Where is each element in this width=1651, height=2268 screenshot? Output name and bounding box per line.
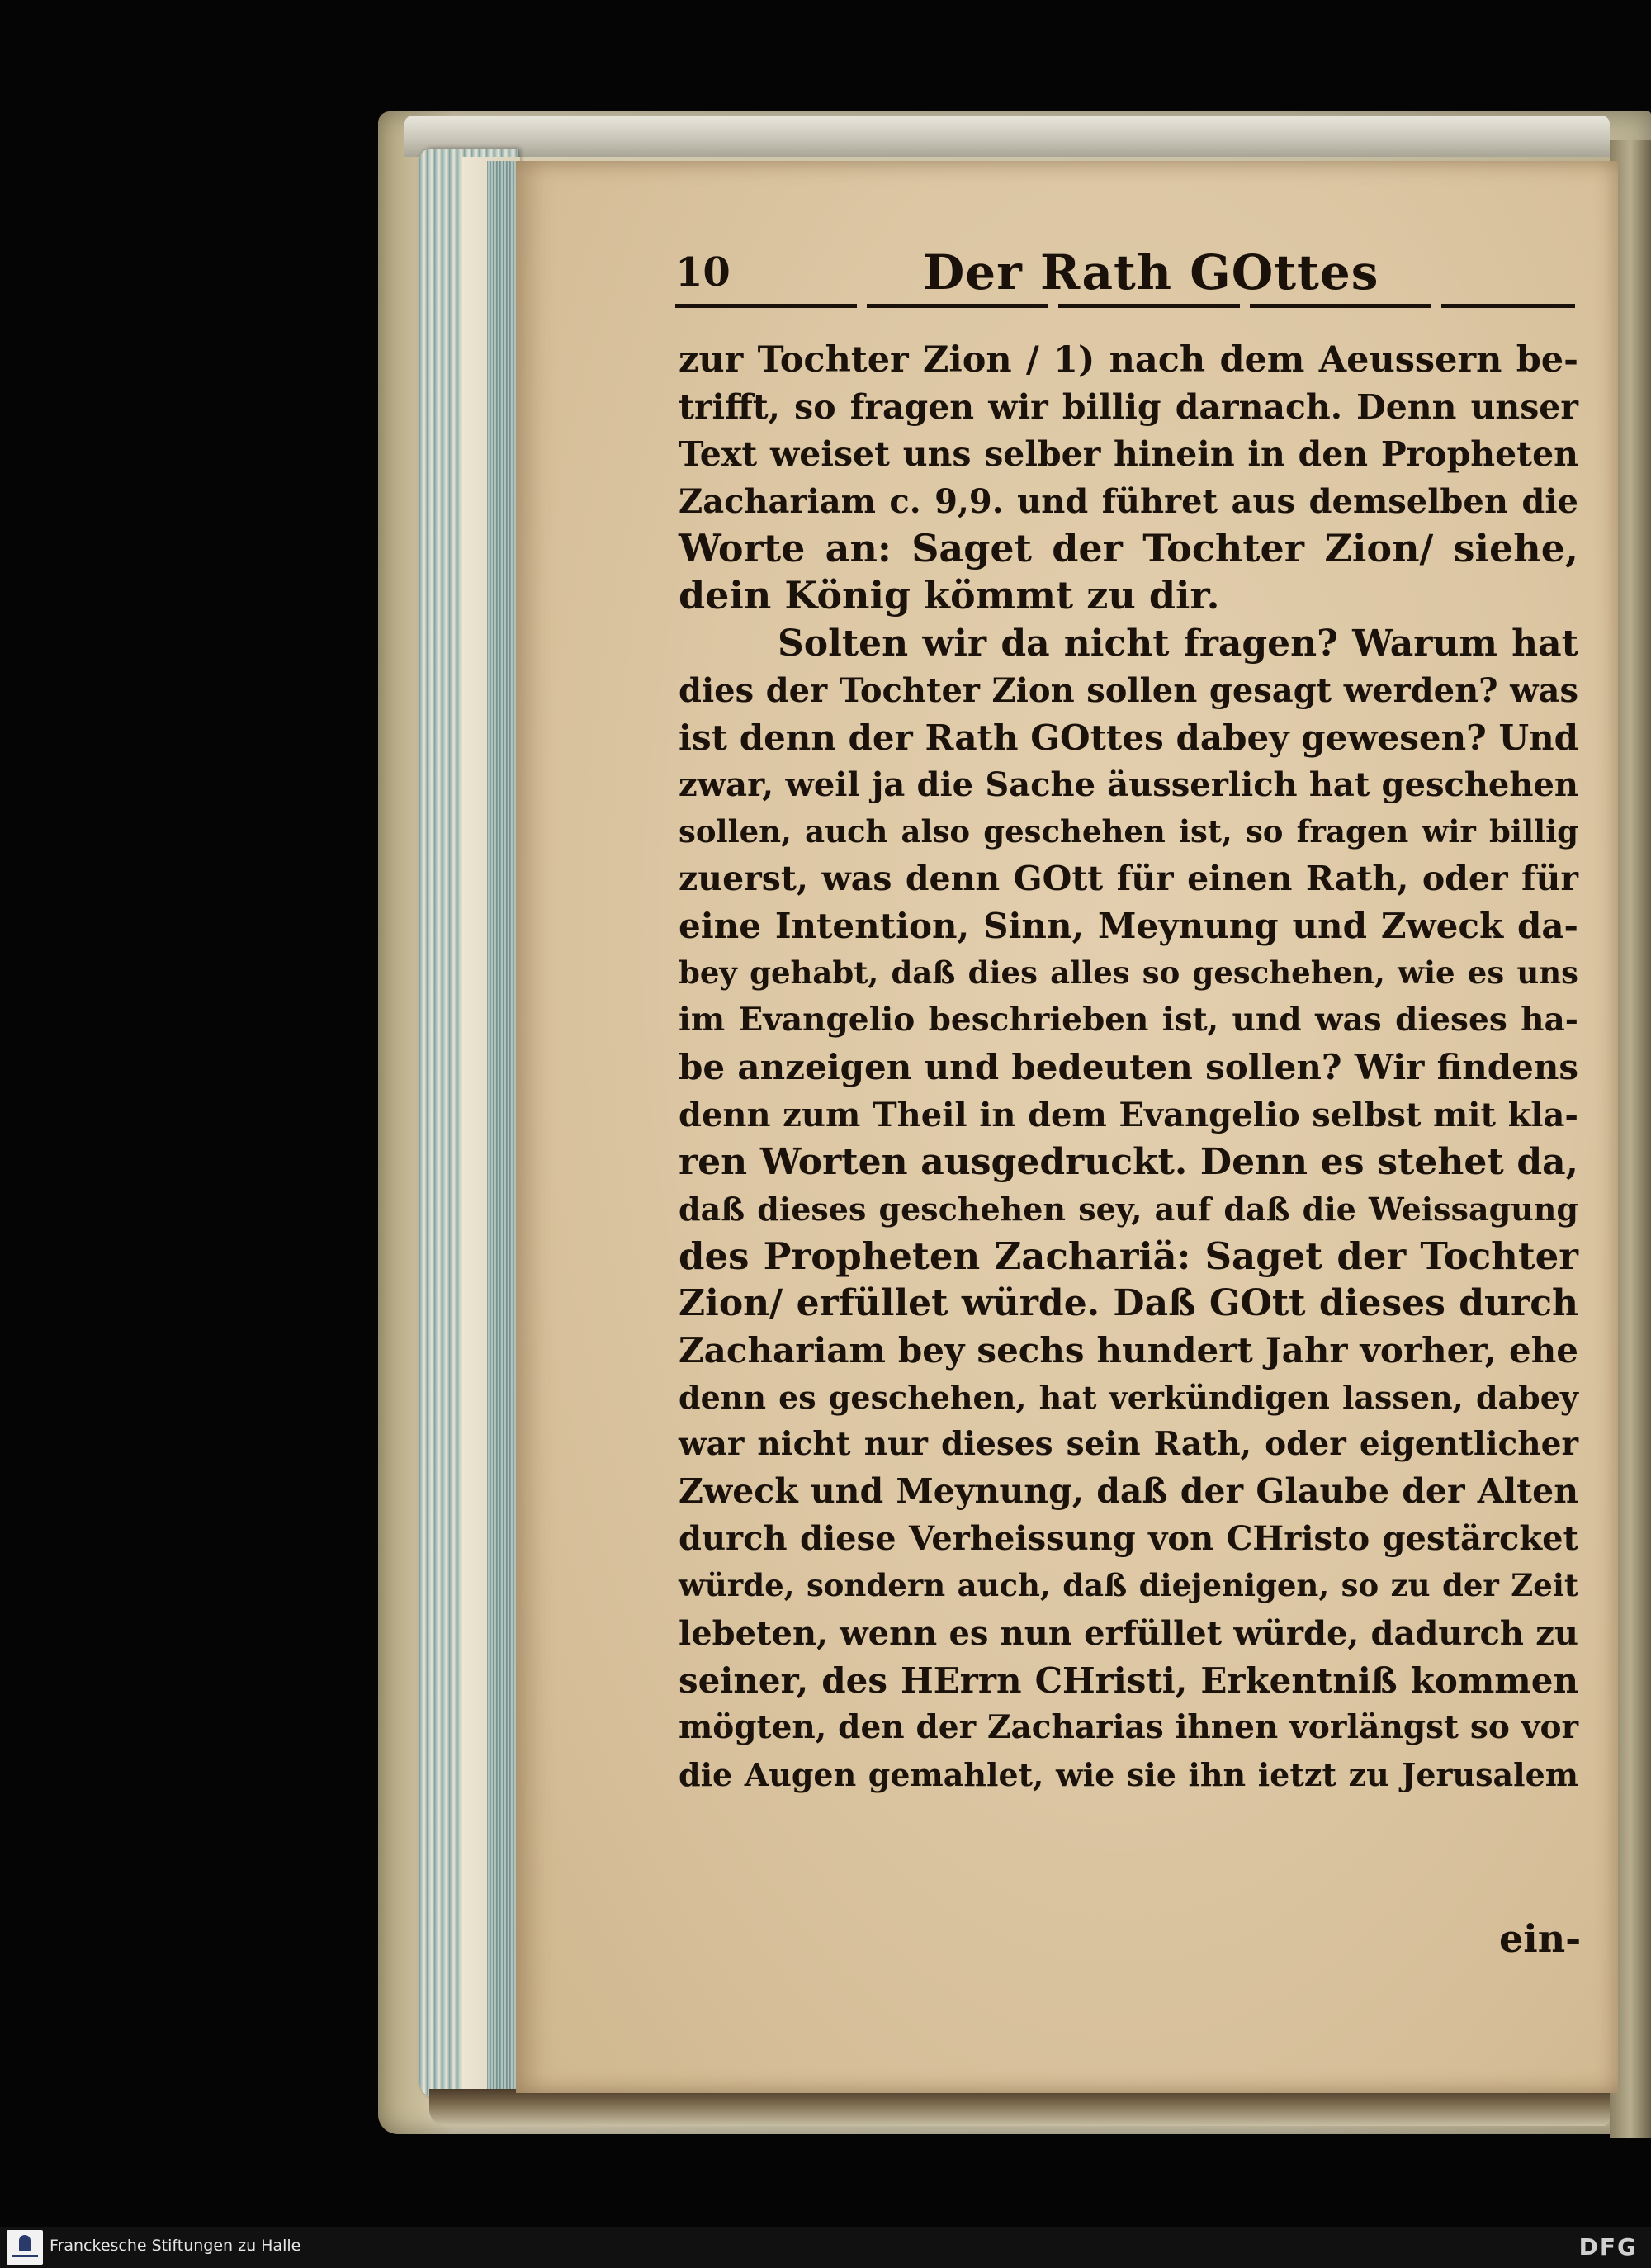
- page-number: 10: [675, 249, 731, 296]
- book-cover-top-edge: [404, 116, 1610, 157]
- book-bottom-edge: [429, 2089, 1610, 2126]
- viewer-footer: [0, 2227, 1651, 2268]
- text-line: bey gehabt, daß dies alles so geschehen, wie es uns: [679, 954, 1578, 992]
- text-line: denn zum Theil in dem Evangelio selbst mit kla-: [679, 1095, 1578, 1134]
- text-line: denn es geschehen, hat verkündigen lassen, dabey: [679, 1379, 1578, 1417]
- text-line: des Propheten Zachariä: Saget der Tochter: [679, 1233, 1578, 1278]
- text-line: be anzeigen und bedeuten sollen? Wir findens: [679, 1047, 1578, 1088]
- text-line: trifft, so fragen wir billig darnach. Denn unser: [679, 387, 1578, 428]
- running-head: Der Rath GOttes: [923, 244, 1379, 301]
- institution-label[interactable]: Franckesche Stiftungen zu Halle: [50, 2237, 301, 2255]
- catchword: ein-: [1499, 1916, 1582, 1961]
- text-line: mögten, den der Zacharias ihnen vorlängst so vor: [679, 1707, 1578, 1746]
- text-line: Text weiset uns selber hinein in den Propheten: [679, 434, 1578, 475]
- text-line: durch diese Verheissung von CHristo gestärcket: [679, 1519, 1578, 1559]
- text-line: Worte an: Saget der Tochter Zion/ siehe,: [679, 526, 1578, 571]
- text-line: seiner, des HErrn CHristi, Erkentniß kommen: [679, 1660, 1578, 1701]
- text-line: war nicht nur dieses sein Rath, oder eigentlicher: [679, 1425, 1578, 1464]
- text-line: eine Intention, Sinn, Meynung und Zweck da-: [679, 906, 1578, 947]
- text-line: lebeten, wenn es nun erfüllet würde, dadurch zu: [679, 1613, 1578, 1653]
- text-line: im Evangelio beschrieben ist, und was dieses ha-: [679, 1001, 1578, 1039]
- text-line: die Augen gemahlet, wie sie ihn ietzt zu Jerusalem: [679, 1755, 1578, 1793]
- text-line: ist denn der Rath GOttes dabey gewesen? Und: [679, 717, 1578, 758]
- page-header: [675, 239, 1575, 305]
- text-line: sollen, auch also geschehen ist, so fragen wir billig: [679, 812, 1578, 850]
- text-line: daß dieses geschehen sey, auf daß die Weissagung: [679, 1190, 1578, 1228]
- header-rule: [675, 304, 1575, 308]
- page-gutter: [487, 161, 520, 2093]
- text-line: ren Worten ausgedruckt. Denn es stehet da,: [679, 1140, 1578, 1183]
- text-line: dies der Tochter Zion sollen gesagt werden? was: [679, 670, 1578, 710]
- text-line: dein König kömmt zu dir.: [679, 573, 1220, 618]
- text-line: zur Tochter Zion / 1) nach dem Aeussern be-: [679, 339, 1578, 381]
- institution-logo-icon[interactable]: [7, 2230, 43, 2265]
- page-body-text: [679, 337, 1578, 1798]
- text-line: würde, sondern auch, daß diejenigen, so zu der Zeit: [679, 1567, 1578, 1604]
- text-line: zwar, weil ja die Sache äusserlich hat geschehen: [679, 765, 1578, 804]
- dfg-logo[interactable]: DFG: [1578, 2233, 1638, 2261]
- text-line: Zweck und Meynung, daß der Glaube der Alten: [679, 1471, 1578, 1512]
- text-line: zuerst, was denn GOtt für einen Rath, oder für: [679, 859, 1578, 899]
- text-line: Zion/ erfüllet würde. Daß GOtt dieses durch: [679, 1281, 1578, 1324]
- text-line: Zachariam bey sechs hundert Jahr vorher, ehe: [679, 1329, 1578, 1371]
- text-line: Zachariam c. 9,9. und führet aus demselben die: [679, 482, 1578, 522]
- text-line: Solten wir da nicht fragen? Warum hat: [778, 622, 1578, 665]
